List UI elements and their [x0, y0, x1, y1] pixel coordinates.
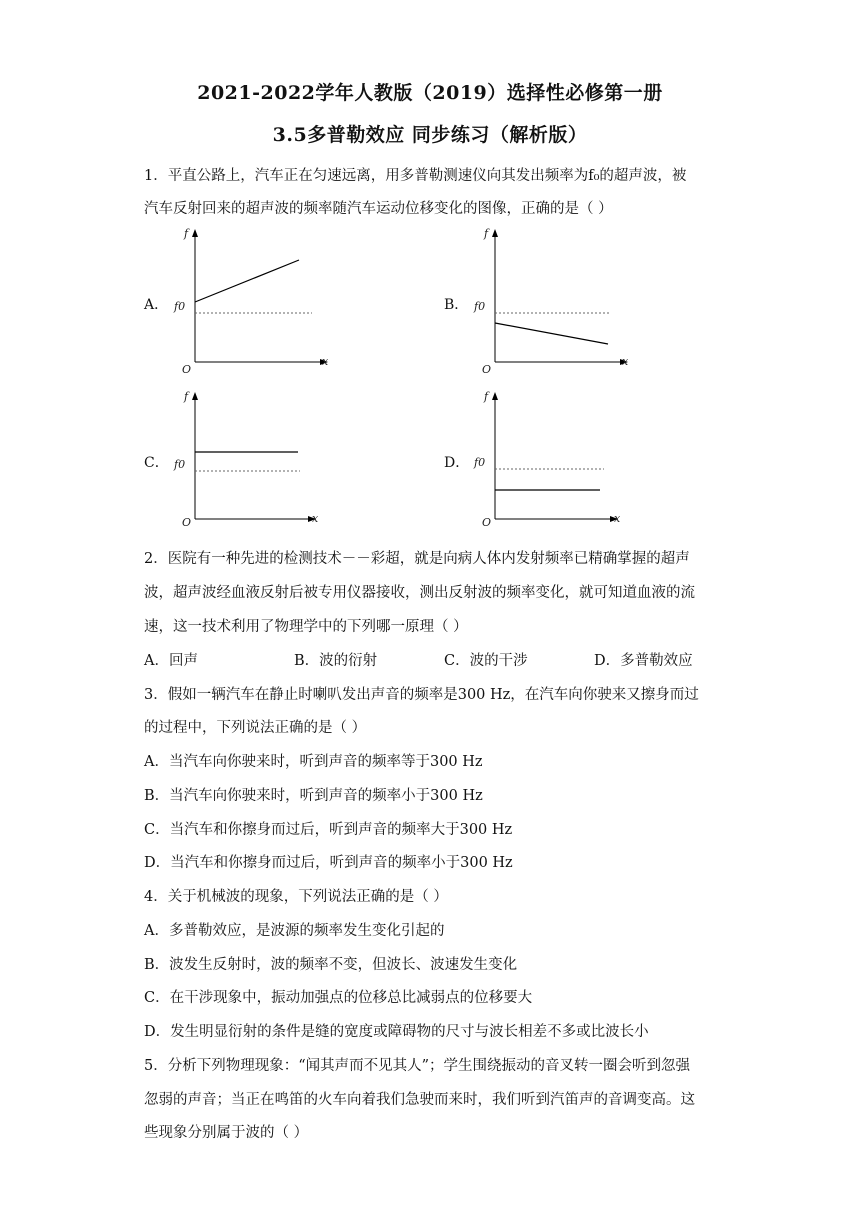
q2-option-c: C．波的干涉	[444, 653, 528, 669]
q1-graph-d-x-label: x	[614, 512, 621, 525]
q1-graph-d-f0-label: f0	[474, 456, 486, 469]
q3-option-a: A．当汽车向你驶来时，听到声音的频率等于300 Hz	[144, 754, 483, 770]
q1-graph-c-f-label: f	[184, 390, 189, 403]
q2-text-line2: 波，超声波经血液反射后被专用仪器接收，测出反射波的频率变化，就可知道血液的流	[144, 585, 695, 601]
q3-text-line2: 的过程中，下列说法正确的是（ ）	[144, 720, 367, 736]
q1-graph-c-f0-label: f0	[174, 458, 186, 471]
q4-option-b: B．波发生反射时，波的频率不变，但波长、波速发生变化	[144, 957, 518, 973]
q1-option-c-label: C．	[144, 455, 169, 471]
q4-text-line1: 4．关于机械波的现象，下列说法正确的是（ ）	[144, 889, 448, 905]
q2-option-d: D．多普勒效应	[594, 653, 693, 669]
q1-graph-d-origin: O	[482, 516, 492, 529]
q5-text-line3: 些现象分别属于波的（ ）	[144, 1125, 309, 1141]
q1-graph-b-f0-label: f0	[474, 300, 486, 313]
document-title: 2021-2022学年人教版（2019）选择性必修第一册	[197, 82, 663, 104]
q3-option-c: C．当汽车和你擦身而过后，听到声音的频率大于300 Hz	[144, 822, 513, 838]
q1-graph-d-f-label: f	[484, 390, 489, 403]
q4-option-c: C．在干涉现象中，振动加强点的位移总比减弱点的位移要大	[144, 990, 533, 1006]
q1-graph-a-f-label: f	[184, 227, 189, 240]
q3-text-line1: 3．假如一辆汽车在静止时喇叭发出声音的频率是300 Hz，在汽车向你驶来又擦身而过	[144, 687, 699, 703]
q2-option-b: B．波的衍射	[294, 653, 378, 669]
q1-option-d-label: D．	[444, 455, 470, 471]
q1-graph-b	[470, 225, 640, 375]
q4-option-d: D．发生明显衍射的条件是缝的宽度或障碍物的尺寸与波长相差不多或比波长小	[144, 1024, 649, 1040]
q1-graph-a-origin: O	[182, 363, 192, 376]
q1-graph-c	[170, 388, 340, 538]
q5-text-line2: 忽弱的声音；当正在鸣笛的火车向着我们急驶而来时，我们听到汽笛声的音调变高。这	[144, 1092, 695, 1108]
q3-option-b: B．当汽车向你驶来时，听到声音的频率小于300 Hz	[144, 788, 483, 804]
q1-text-line1: 1．平直公路上，汽车正在匀速远离，用多普勒测速仪向其发出频率为f₀的超声波，被	[144, 168, 687, 184]
q2-text-line1: 2．医院有一种先进的检测技术－－彩超，就是向病人体内发射频率已精确掌握的超声	[144, 551, 690, 567]
q1-graph-d	[470, 388, 640, 538]
q1-graph-c-origin: O	[182, 516, 192, 529]
q2-text-line3: 速，这一技术利用了物理学中的下列哪一原理（ ）	[144, 619, 468, 635]
q1-option-a-label: A．	[144, 297, 169, 313]
q3-option-d: D．当汽车和你擦身而过后，听到声音的频率小于300 Hz	[144, 855, 513, 871]
q2-option-a: A．回声	[144, 653, 198, 669]
q1-graph-b-x-label: x	[622, 355, 629, 368]
q1-graph-c-x-label: x	[312, 512, 319, 525]
document-subtitle: 3.5多普勒效应 同步练习（解析版）	[272, 124, 588, 146]
q1-graph-b-f-label: f	[484, 227, 489, 240]
q1-graph-a-x-label: x	[322, 355, 329, 368]
q1-graph-a-f0-label: f0	[174, 300, 186, 313]
q5-text-line1: 5．分析下列物理现象：“闻其声而不见其人”；学生围绕振动的音叉转一圈会听到忽强	[144, 1058, 691, 1074]
q1-text-line2: 汽车反射回来的超声波的频率随汽车运动位移变化的图像，正确的是（ ）	[144, 201, 613, 217]
q4-option-a: A．多普勒效应，是波源的频率发生变化引起的	[144, 923, 445, 939]
q1-graph-b-origin: O	[482, 363, 492, 376]
q1-graph-a	[170, 225, 340, 375]
q1-option-b-label: B．	[444, 297, 469, 313]
